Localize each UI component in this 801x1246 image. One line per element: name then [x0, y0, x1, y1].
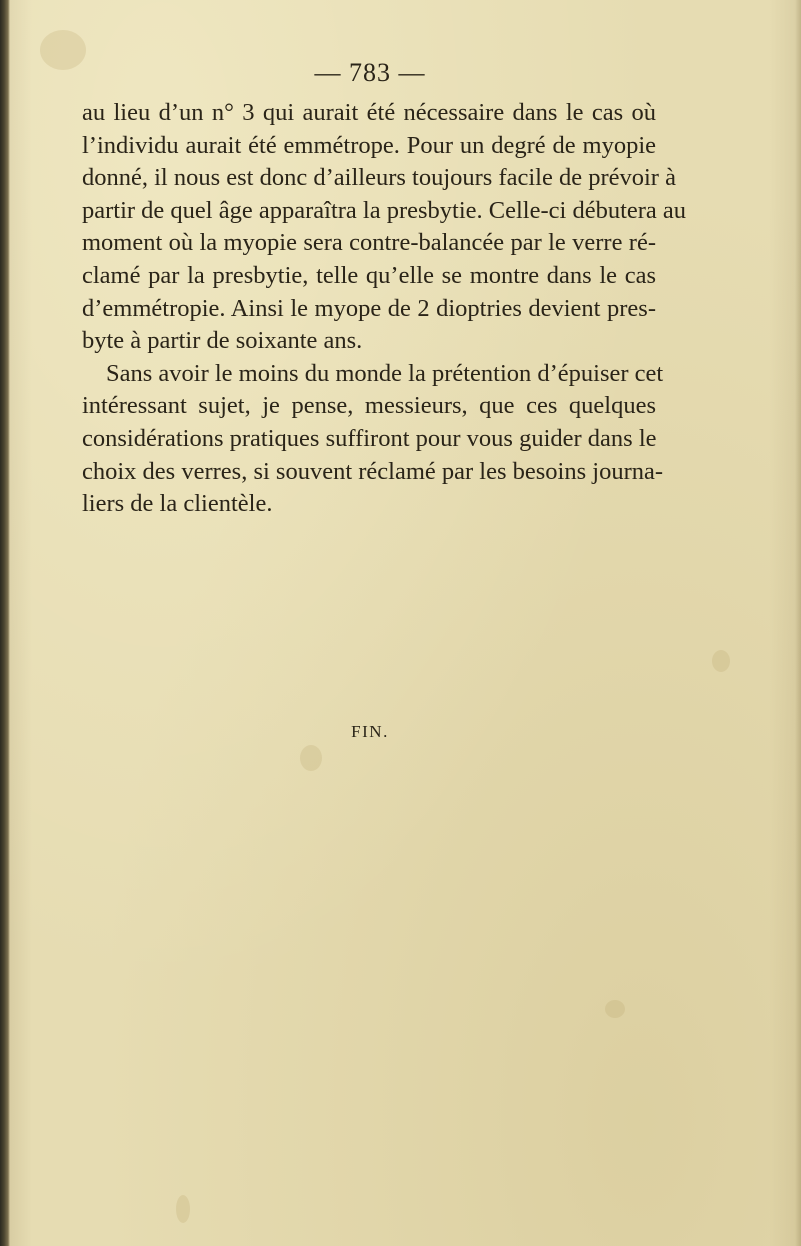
text-line: Sans avoir le moins du monde la prétention d’épuiser cet: [106, 359, 664, 387]
paper-stain: [176, 1195, 190, 1223]
page-number: — 783 —: [314, 58, 426, 87]
text-line: partir de quel âge apparaîtra la presbytie. Celle-ci débutera au: [82, 196, 687, 224]
text-line: donné, il nous est donc d’ailleurs toujours facile de prévoir à: [82, 164, 676, 192]
text-line: liers de la clientèle.: [82, 490, 273, 518]
paper-stain: [300, 745, 322, 771]
paper-stain: [712, 650, 730, 672]
text-line: l’individu aurait été emmétrope. Pour un degré de myopie: [82, 131, 656, 159]
text-line: clamé par la presbytie, telle qu’elle se montre dans le cas: [82, 261, 656, 289]
paragraph: [82, 97, 687, 358]
text-line: byte à partir de soixante ans.: [82, 327, 363, 355]
text-line: au lieu d’un n° 3 qui aurait été nécessaire dans le cas où: [82, 99, 656, 126]
end-marker: FIN.: [351, 722, 389, 741]
text-line: choix des verres, si souvent réclamé par les besoins journa-: [82, 457, 664, 485]
binding-edge: [0, 0, 10, 1246]
text-line: moment où la myopie sera contre-balancée par le verre ré-: [82, 229, 656, 257]
text-line: intéressant sujet, je pense, messieurs, que ces quelques: [82, 392, 656, 420]
text-line: d’emmétropie. Ainsi le myope de 2 dioptries devient pres-: [82, 294, 656, 322]
body-text: [82, 97, 687, 521]
paragraph: [82, 358, 664, 521]
text-line: considérations pratiques suffiront pour vous guider dans le: [82, 424, 657, 452]
paper-stain: [605, 1000, 625, 1018]
page-edge: [795, 0, 801, 1246]
